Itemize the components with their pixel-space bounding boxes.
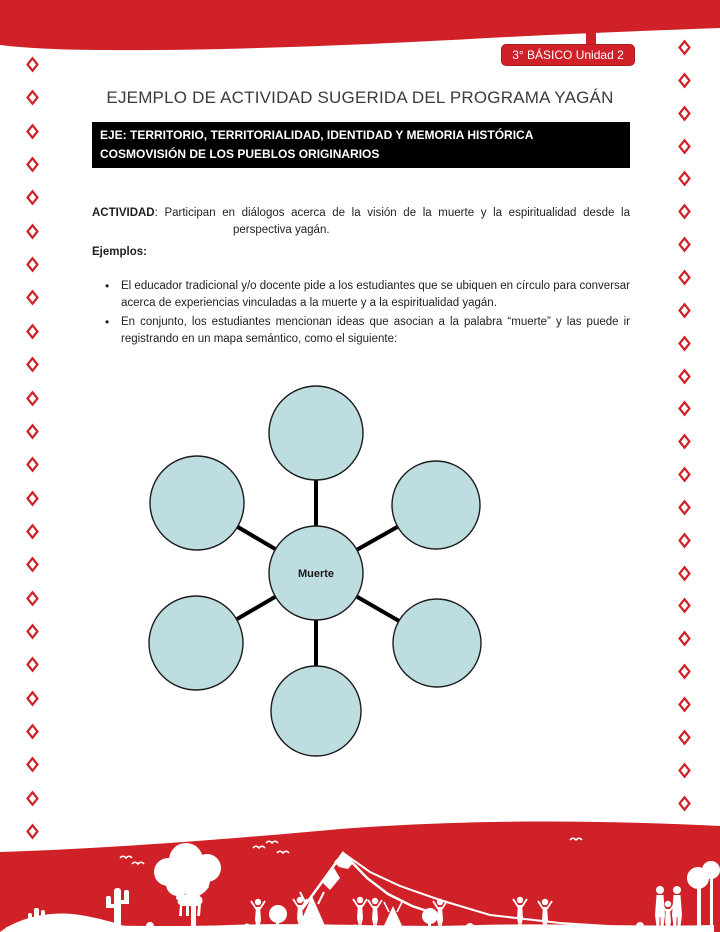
diamond-decoration xyxy=(678,270,691,286)
diamond-decoration xyxy=(678,401,691,417)
diamond-decoration xyxy=(26,290,39,306)
diamond-decoration xyxy=(26,691,39,707)
diamond-decoration xyxy=(26,357,39,373)
diamond-decoration xyxy=(26,624,39,640)
diamond-decoration xyxy=(26,724,39,740)
diamond-decoration xyxy=(678,369,691,385)
footer-band xyxy=(0,820,720,932)
page-title: EJEMPLO DE ACTIVIDAD SUGERIDA DEL PROGRAMA YAGÁN xyxy=(106,88,614,107)
diamond-decoration xyxy=(26,190,39,206)
diamond-decoration xyxy=(26,657,39,673)
satellite-node-upper-left xyxy=(150,456,244,550)
diamond-decoration xyxy=(678,763,691,779)
satellite-node-upper-right xyxy=(392,461,480,549)
diamond-decoration xyxy=(678,237,691,253)
bullet-item: • El educador tradicional y/o docente pide a los estudiantes que se ubiquen en círculo para conversar acerca de experiencias vinculadas a la muerte y a la espiritualidad yagán. xyxy=(92,278,630,311)
satellite-node-lower-right xyxy=(393,599,481,687)
diamond-decoration xyxy=(26,757,39,773)
diamond-decoration xyxy=(26,491,39,507)
diamond-decoration xyxy=(678,171,691,187)
satellite-node-top xyxy=(269,386,363,480)
diamond-decoration xyxy=(26,224,39,240)
semantic-map-diagram xyxy=(100,380,540,772)
eje-banner-line1: EJE: TERRITORIO, TERRITORIALIDAD, IDENTIDAD Y MEMORIA HISTÓRICA xyxy=(100,128,534,142)
actividad-paragraph xyxy=(92,205,630,239)
ejemplos-label: Ejemplos: xyxy=(92,246,147,258)
diamond-decoration xyxy=(678,139,691,155)
satellite-node-lower-left xyxy=(149,596,243,690)
eje-banner xyxy=(92,122,630,168)
diamond-decoration xyxy=(26,457,39,473)
diamond-decoration xyxy=(26,157,39,173)
bullet-item: • En conjunto, los estudiantes mencionan ideas que asocian a la palabra “muerte” y las puede ir registrando en un mapa semántico, como el siguiente: xyxy=(92,314,630,347)
diamond-decoration xyxy=(678,598,691,614)
header-wave-shape xyxy=(0,0,720,50)
diamond-decoration xyxy=(26,257,39,273)
diamond-decoration xyxy=(678,500,691,516)
diamond-decoration xyxy=(26,124,39,140)
diamond-decoration xyxy=(678,566,691,582)
diamond-decoration xyxy=(26,391,39,407)
diamond-decoration xyxy=(26,524,39,540)
diamond-decoration xyxy=(678,336,691,352)
diamond-decoration xyxy=(678,697,691,713)
diamond-decoration xyxy=(678,730,691,746)
diamond-decoration xyxy=(678,533,691,549)
diamond-decoration xyxy=(678,204,691,220)
diamond-decoration xyxy=(26,791,39,807)
diamond-decoration xyxy=(26,424,39,440)
diamond-decoration xyxy=(26,591,39,607)
diamond-decoration xyxy=(678,434,691,450)
diamond-decoration xyxy=(678,467,691,483)
bullet-list xyxy=(92,278,630,350)
center-node-label: Muerte xyxy=(297,568,335,580)
diamond-decoration xyxy=(678,796,691,812)
diamond-decoration xyxy=(678,664,691,680)
diamond-decoration xyxy=(26,557,39,573)
actividad-text: : Participan en diálogos acerca de la visión de la muerte y la espiritualidad desde la perspectiva yagán. xyxy=(154,206,630,236)
diamond-decoration xyxy=(678,631,691,647)
diamond-decoration xyxy=(26,324,39,340)
actividad-label: ACTIVIDAD xyxy=(92,206,155,219)
satellite-node-bottom xyxy=(271,666,361,756)
diamond-decoration xyxy=(678,73,691,89)
unit-badge: 3° BÁSICO Unidad 2 xyxy=(501,44,635,66)
eje-banner-line2: COSMOVISIÓN DE LOS PUEBLOS ORIGINARIOS xyxy=(100,147,380,161)
diamond-decoration xyxy=(678,303,691,319)
